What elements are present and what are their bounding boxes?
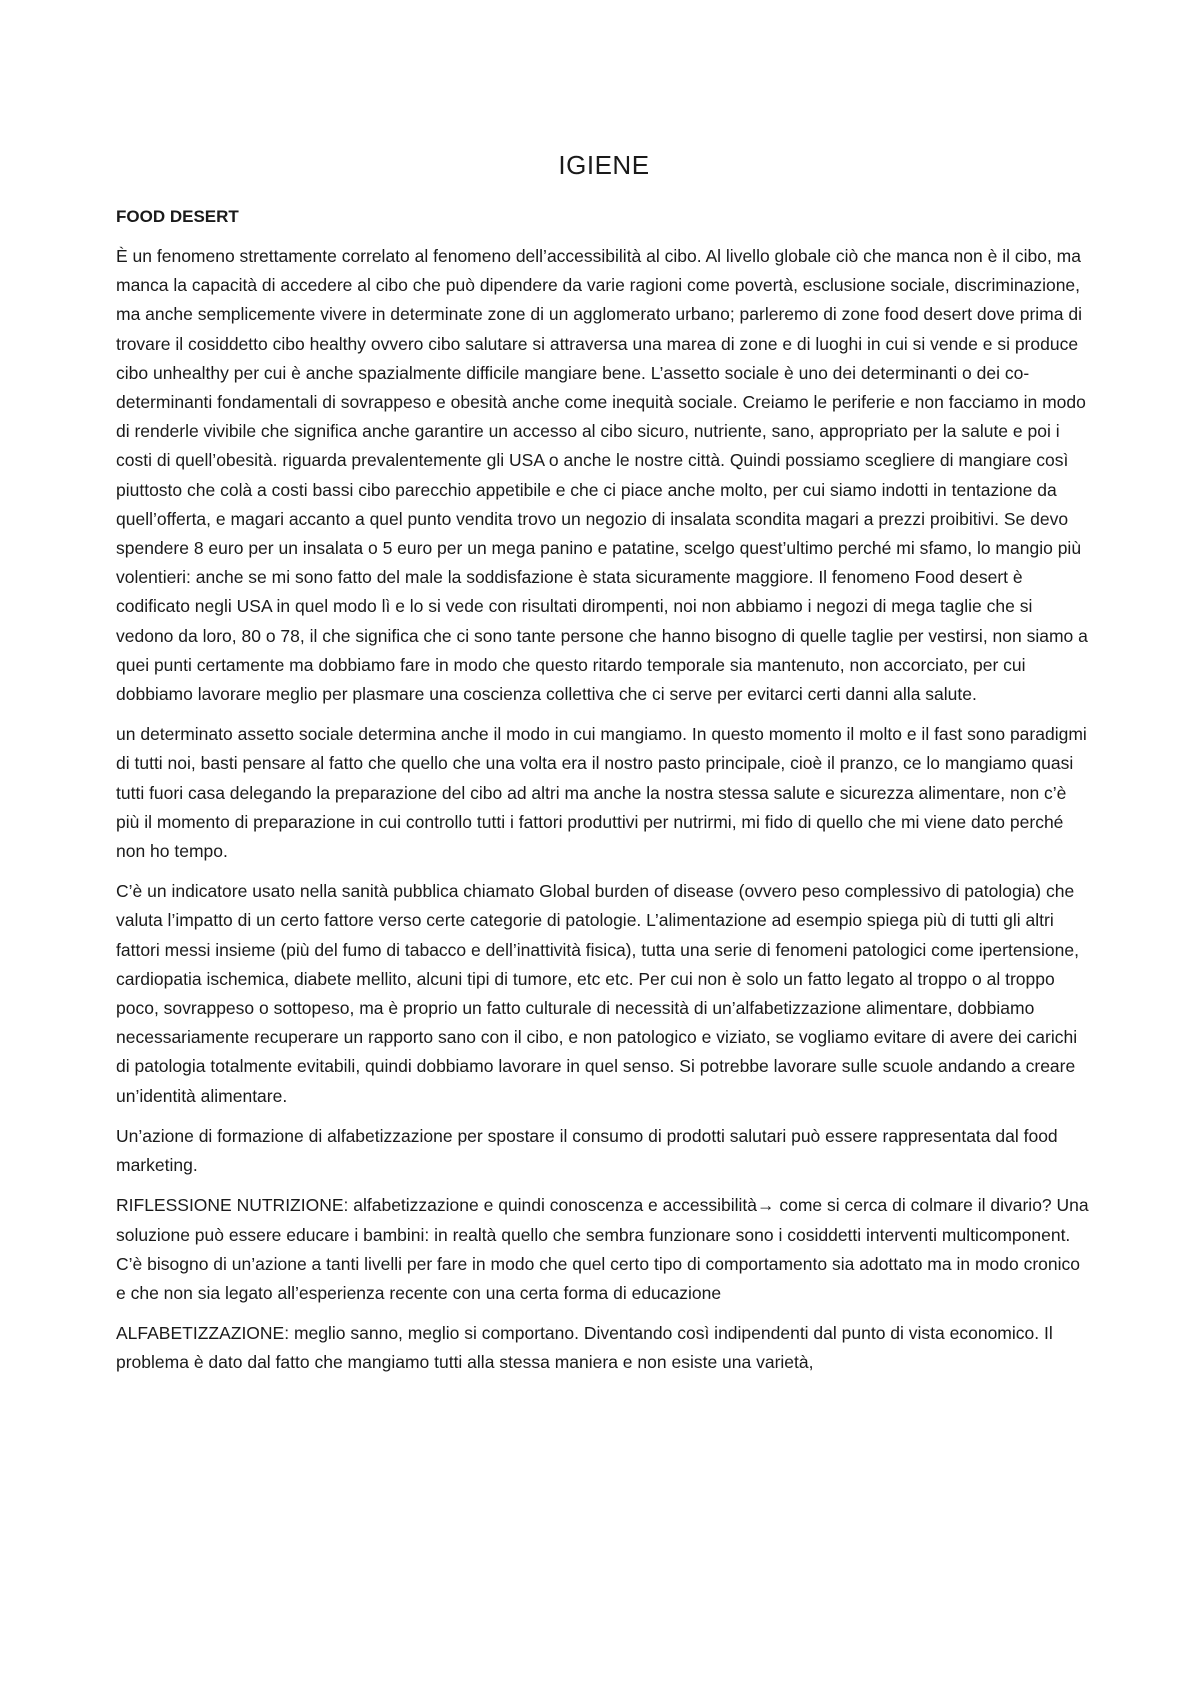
paragraph-food-desert: È un fenomeno strettamente correlato al fenomeno dell’accessibilità al cibo. Al livello globale ciò che manca non è il cibo, ma manca la capacità di accedere al cibo che può dipendere da varie ragioni come povertà, esclusione sociale, discriminazione, ma anche semplicemente vivere in determinate zone di un agglomerato urbano; parleremo di zone food desert dove prima di trovare il cosiddetto cibo healthy ovvero cibo salutare si attraversa una marea di zone e di luoghi in cui si vende e si produce cibo unhealthy per cui è anche spazialmente difficile mangiare bene. L’assetto sociale è uno dei determinanti o dei co-determinanti fondamentali di sovrappeso e obesità anche come inequità sociale. Creiamo le periferie e non facciamo in modo di renderle vivibile che significa anche garantire un accesso al cibo sicuro, nutriente, sano, appropriato per la salute e poi i costi di quell’obesità. riguarda prevalentemente gli USA o anche le nostre città. Quindi possiamo scegliere di mangiare così piuttosto che colà a costi bassi cibo parecchio appetibile e che ci piace anche molto, per cui siamo indotti in tentazione da quell’offerta, e magari accanto a quel punto vendita trovo un negozio di insalata scondita magari a prezzi proibitivi. Se devo spendere 8 euro per un insalata o 5 euro per un mega panino e patatine, scelgo quest’ultimo perché mi sfamo, lo mangio più volentieri: anche se mi sono fatto del male la soddisfazione è stata sicuramente maggiore. Il fenomeno Food desert è codificato negli USA in quel modo lì e lo si vede con risultati dirompenti, noi non abbiamo i negozi di mega taglie che si vedono da loro, 80 o 78, il che significa che ci sono tante persone che hanno bisogno di quelle taglie per vestirsi, non siamo a quei punti certamente ma dobbiamo fare in modo che questo ritardo temporale sia mantenuto, non accorciato, per cui dobbiamo lavorare meglio per plasmare una coscienza collettiva che ci serve per evitarci certi danni alla salute.	[116, 246, 1088, 705]
paragraph-alfabetizzazione	[116, 1319, 1092, 1377]
section-heading: FOOD DESERT	[116, 207, 239, 226]
document-title: IGIENE	[558, 150, 650, 180]
alfabetizzazione-label: ALFABETIZZAZIONE:	[116, 1323, 290, 1344]
document-page	[116, 148, 1092, 1389]
alfabetizzazione-text: meglio sanno, meglio si comportano. Diventando così indipendenti dal punto di vista economico. Il problema è dato dal fatto che mangiamo tutti alla stessa maniera e non esiste una varietà,	[116, 1323, 1053, 1373]
paragraph-food-marketing: Un’azione di formazione di alfabetizzazione per spostare il consumo di prodotti salutari può essere rappresentata dal food marketing.	[116, 1125, 1058, 1176]
paragraph-riflessione	[116, 1191, 1092, 1308]
paragraph-assetto-sociale: un determinato assetto sociale determina anche il modo in cui mangiamo. In questo momento il molto e il fast sono paradigmi di tutti noi, basti pensare al fatto che quello che una volta era il nostro pasto principale, cioè il pranzo, ce lo mangiamo quasi tutti fuori casa delegando la preparazione del cibo ad altri ma anche la nostra stessa salute e sicurezza alimentare, non c’è più il momento di preparazione in cui controllo tutti i fattori produttivi per nutrirmi, mi fido di quello che mi viene dato perché non ho tempo.	[116, 724, 1087, 862]
riflessione-label: RIFLESSIONE NUTRIZIONE:	[116, 1195, 349, 1216]
paragraph-global-burden: C’è un indicatore usato nella sanità pubblica chiamato Global burden of disease (ovvero peso complessivo di patologia) che valuta l’impatto di un certo fattore verso certe categorie di patologie. L’alimentazione ad esempio spiega più di tutti gli altri fattori messi insieme (più del fumo di tabacco e dell’inattività fisica), tutta una serie di fenomeni patologici come ipertensione, cardiopatia ischemica, diabete mellito, alcuni tipi di tumore, etc etc. Per cui non è solo un fatto legato al troppo o al troppo poco, sovrappeso o sottopeso, ma è proprio un fatto culturale di necessità di un’alfabetizzazione alimentare, dobbiamo necessariamente recuperare un rapporto sano con il cibo, e non patologico e viziato, se vogliamo evitare di avere dei carichi di patologia totalmente evitabili, quindi dobbiamo lavorare in quel senso. Si potrebbe lavorare sulle scuole andando a creare un’identità alimentare.	[116, 881, 1079, 1106]
riflessione-text: alfabetizzazione e quindi conoscenza e accessibilità→ come si cerca di colmare il divario? Una soluzione può essere educare i bambini: in realtà quello che sembra funzionare sono i cosiddetti interventi multicomponent. C’è bisogno di un’azione a tanti livelli per fare in modo che quel certo tipo di comportamento sia adottato ma in modo cronico e che non sia legato all’esperienza recente con una certa forma di educazione	[116, 1195, 1089, 1303]
